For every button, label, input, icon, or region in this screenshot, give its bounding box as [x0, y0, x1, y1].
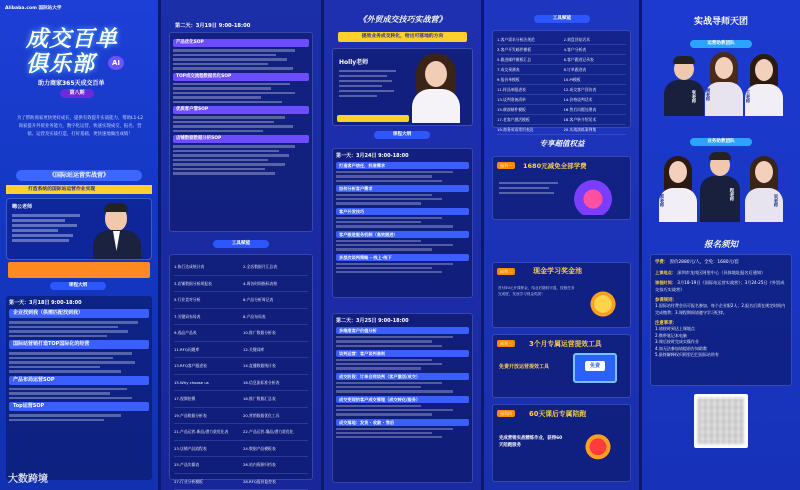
tool-item: 15.Why choose us: [174, 379, 209, 385]
benefit-2-tag: 福利二: [497, 268, 515, 275]
tool-item: 6.客户跟进记录表: [563, 57, 594, 62]
mentor-group-2: [648, 150, 794, 226]
tool-item: 24.数据产品模板表: [243, 445, 276, 451]
coin-illustration: [585, 287, 621, 321]
section-header: 成交落地：发货 · 收款 · 售后: [336, 419, 469, 426]
tool-row: [497, 55, 626, 65]
mentor-sub1: 运营助教团队: [690, 40, 752, 48]
module-1: 产品优化SOP: [173, 39, 309, 47]
tool-row: [497, 115, 626, 125]
tool-item: 16.售后问题处理表: [563, 107, 597, 112]
benefit-4-text: 60天课后专属陪跑: [529, 410, 587, 418]
location-label: 上课地点：: [655, 270, 676, 275]
benefit-1-lines: [499, 179, 565, 197]
tool-item: 17.老客户激活模板: [497, 117, 530, 122]
section-body: [336, 382, 469, 393]
tool-item: 25.产品实操表: [174, 462, 200, 467]
section-body: [336, 217, 469, 228]
benefit-4-tag: 福利四: [497, 410, 515, 417]
panel-mentors-signup: [642, 0, 800, 490]
day2b-title: 第二天：3月25日 9:00-18:00: [336, 318, 409, 324]
module-1-body: [173, 49, 309, 70]
benefit-title: 专享超值权益: [539, 139, 585, 148]
teacher-bio: [12, 212, 88, 244]
tool-row: [174, 441, 308, 458]
mentor-3-name: 王老师: [745, 90, 750, 104]
tool-row: [174, 457, 308, 474]
outline2-pill: 课程大纲: [374, 131, 430, 139]
tool-item: 19.商务英语常用表达: [497, 127, 534, 132]
teacher2-bottom: [337, 115, 409, 122]
module-3-body: [173, 116, 309, 132]
section-header: 成交阶段：订单合同谈判（客户激活/成交）: [336, 373, 469, 380]
tool-item: 21.产品运营-新品/潜力款优化表: [174, 429, 229, 434]
module-2: TOP成交流程数据优化SOP: [173, 73, 309, 81]
teacher-photo: [91, 203, 143, 259]
tool-item: 14.直播数据统计表: [243, 363, 276, 368]
tool-item: 5.跟进邮件模板汇总: [497, 57, 531, 62]
module-4-body: [173, 145, 309, 175]
benefit-3-tag: 福利三: [497, 340, 515, 347]
tool-row: [174, 424, 308, 441]
tool-row: [174, 342, 308, 359]
main-title-2: 俱乐部: [26, 52, 96, 77]
tool-item: 2.全店数据月汇总表: [243, 264, 277, 269]
tool-row: [497, 125, 626, 135]
fee-value: 原价2880元/人，全免：1680元/套: [669, 260, 739, 265]
day1b-box: [332, 148, 473, 298]
benefit-3: [492, 334, 631, 398]
sec-1: 企业找到我（供需匹配找到我）: [9, 309, 149, 318]
tool-item: 16.信息流标准分析表: [243, 379, 280, 385]
qr-code: [694, 394, 748, 448]
tool-row: [174, 391, 308, 408]
brand-logo: Alibaba.com 国际站大学: [5, 6, 62, 11]
benefit-1: [492, 156, 631, 220]
tool-item: 13.谈判准备清单: [497, 97, 526, 102]
notice-item: 3.课后按时完成实操作业: [655, 339, 699, 344]
tool-item: 12.成交客户回访表: [563, 87, 597, 92]
tool-row: [174, 408, 308, 425]
time-value: 3月18-19日《国际站运营实战营》；3月24-25日《外贸成交技巧实战营》: [655, 280, 785, 292]
tool-item: 12.关键词库: [243, 346, 265, 352]
panel-trade-camp: [324, 0, 481, 490]
tool-row: [497, 35, 626, 45]
tool-row: [174, 474, 308, 490]
tool-row: [497, 85, 626, 95]
tool-item: 18.推广数据汇总表: [243, 396, 276, 401]
fee-label: 学费：: [655, 260, 669, 265]
tool-row: [497, 45, 626, 55]
teacher2-bio: [339, 67, 401, 100]
tool-item: 15.催款邮件模板: [497, 107, 526, 112]
mentor-4: [658, 156, 698, 222]
tool-item: 20.实战演练案例集: [563, 127, 597, 132]
tool-item: 13.RFQ客户跟进表: [174, 363, 207, 368]
tool-item: 8.产品布局表: [243, 313, 266, 319]
tool-item: 8.订单跟进表: [563, 67, 587, 72]
orange-notice: [8, 262, 150, 278]
intro-text: 为了帮助商家更快更好成长，提供有效提升实战能力，帮助L1-L2商家提升外贸业务能力，数字化运营、快速实现成交，报名、营销、运营及实战打造，打好基础、更快速地做出成绩！: [16, 116, 144, 137]
tool-item: 7.关键词布局表: [174, 313, 201, 319]
benefit-1-text: 1680元减免全部学费: [523, 162, 587, 170]
panel-course-intro: [0, 0, 158, 490]
time-row: [655, 279, 787, 293]
tool-item: 27.行业分析模板: [174, 478, 203, 484]
tool-item: 18.客户转介绍话术: [563, 117, 597, 122]
tools4-title: 工具赋能: [534, 15, 590, 23]
section-body: [336, 194, 469, 205]
notice-label: 注意事项：: [655, 321, 677, 326]
section-body: [336, 359, 469, 370]
section-body: [336, 405, 469, 416]
tool-item: 2.询盘回复话术: [563, 37, 590, 42]
section-header: 多层次谈判策略 – 线上·线下: [336, 254, 469, 261]
tool-item: 20.营销数据优化工具: [243, 412, 280, 418]
section-header: 客户跟进服务机制（高效跟进）: [336, 231, 469, 238]
mentor-group-1: [648, 50, 794, 120]
course-outline-pill: 课程大纲: [50, 282, 106, 290]
edition-badge: 第八期: [60, 89, 94, 98]
camp-tag-sub: 打造系统的国际站运营作业实现: [6, 185, 152, 194]
mentor-1-name: 张老师: [691, 90, 696, 104]
tools-grid: [169, 254, 313, 484]
notice-item: 5.最终解释权归阿里巴巴国际站所有: [655, 352, 719, 357]
teacher-card: [6, 198, 152, 260]
tool-item: 11.样品单跟进表: [497, 87, 526, 92]
section-header: 成交变现的客户成交管理（成交转化/服务）: [336, 396, 469, 403]
sec-3: 产品布局运营SOP: [9, 376, 149, 385]
benefit-1-tag: 福利一: [497, 162, 515, 169]
tool-item: 5.行业竞对分析: [174, 297, 201, 302]
notice-item: 2.携带笔记本电脑: [655, 332, 687, 338]
tool-row: [497, 75, 626, 85]
benefit-2-note: 首付50元开课押金，结业后随时可退，按照任务完成度，发放学习现金奖励！: [498, 286, 575, 296]
tool-item: 28.RFQ报价监控表: [243, 478, 276, 484]
tool-row: [497, 105, 626, 115]
section-body: [336, 171, 469, 182]
rules-text: 1.国际站付费会员可报名参加，每个企业限2人；2.报名后需在规定时间内完成缴费；3.课程期间请遵守学习纪律。: [655, 303, 786, 315]
teacher-label: 嗨公老师: [12, 204, 33, 210]
main-title-1: 成交百单: [26, 27, 119, 52]
notice-list: [655, 326, 787, 359]
sec-3-body: [9, 388, 149, 400]
tool-item: 22.产品运营-爆品/潜力款优化: [243, 429, 294, 434]
mentor-title: 实战导师天团: [693, 17, 748, 27]
panel-tools-benefits: [484, 0, 639, 490]
mentor-3: [744, 54, 784, 116]
teacher2-name: Holly老师: [339, 59, 369, 66]
benefit-2-text: 现金学习奖金池: [533, 267, 582, 275]
tools-title: 工具赋能: [213, 240, 269, 248]
benefit-4: [492, 404, 631, 482]
section-header: 客户开发技巧: [336, 208, 469, 215]
mentor-2-name: 谢老师: [705, 88, 710, 102]
tool-row: [174, 309, 308, 326]
mentor-6-name: 吴老师: [773, 194, 778, 208]
notice-item: 4.如无法参加请提前告知助教: [655, 345, 707, 351]
tool-item: 19.产品数据分析表: [174, 412, 207, 418]
tool-item: 11.RFQ问题库: [174, 346, 200, 352]
camp-tag-title: 《国际站运营实战营》: [16, 170, 142, 181]
location-row: [655, 269, 787, 276]
panel-day2-tools: [161, 0, 321, 490]
tool-row: [174, 292, 308, 309]
camp2-subtitle: 提效业务成交转化，给出可落地的方向: [338, 32, 467, 42]
signup-box: [650, 254, 792, 386]
mentor-5: [700, 152, 740, 222]
tool-item: 4.客户分析表: [563, 47, 587, 52]
fee-row: [655, 259, 787, 266]
tool-item: 10.推广数据分析表: [243, 330, 276, 335]
section-body: [336, 336, 469, 347]
tool-row: [174, 325, 308, 342]
day2-title: 第二天：3月19日 9:00-18:00: [175, 23, 251, 29]
tool-item: 9.报价单模板: [497, 77, 520, 82]
tool-item: 1.执行达成统计表: [174, 264, 205, 269]
main-subtitle: 助力商家365天成交百单: [38, 80, 105, 87]
tool-item: 6.产品分析周记表: [243, 297, 274, 302]
tool-item: 10.PI模板: [563, 77, 581, 82]
section-body: [336, 428, 469, 439]
gift-illustration: [573, 175, 613, 215]
tool-row: [174, 259, 308, 276]
tool-item: 3.店铺数据分析周报表: [174, 280, 212, 286]
tool-row: [497, 95, 626, 105]
sec-4: Top运营SOP: [9, 402, 149, 411]
teacher2-photo: [408, 53, 464, 123]
mentor-6: [744, 156, 784, 222]
section-header: 多维度客户价值分析: [336, 327, 469, 334]
tool-item: 17.视频拍摄: [174, 396, 196, 401]
tool-item: 1.客户需求分析法规范: [497, 37, 535, 42]
section-body: [336, 240, 469, 251]
tool-row: [497, 65, 626, 75]
section-header: 如何分析客户需求: [336, 185, 469, 192]
benefit-4-note: 完成营销实战精炼作业，获得60天陪跑服务: [499, 436, 563, 448]
sec-4-body: [9, 414, 149, 421]
tool-item: 26.站内资源归档表: [243, 462, 276, 467]
module-2-body: [173, 83, 309, 104]
tool-item: 23.店铺产品流程表: [174, 445, 207, 451]
notice-item: 1.请按时到达上课地点: [655, 326, 695, 331]
module-3: 优质客户管SOP: [173, 106, 309, 114]
tools4-grid: [492, 30, 631, 132]
tool-item: 3.客户开发邮件模板: [497, 47, 531, 52]
giftbox-illustration: [579, 427, 617, 463]
ai-badge: AI: [108, 56, 124, 70]
signup-title: 报名须知: [703, 240, 738, 250]
footer-watermark: 大数跨境: [8, 474, 48, 485]
day1-title: 第一天：3月18日 9:00-18:00: [9, 300, 82, 306]
tool-row: [174, 375, 308, 392]
tool-row: [174, 276, 308, 293]
mentor-1: [664, 56, 704, 116]
benefit-3-text: 3个月专属运营提效工具: [529, 340, 602, 348]
teacher2-card: [332, 48, 473, 126]
day1b-title: 第一天：3月24日 9:00-18:00: [336, 153, 409, 159]
benefit-2: [492, 262, 631, 328]
day1-panel: [6, 296, 152, 480]
section-header: 谈判运营：客户谈判准则: [336, 350, 469, 357]
mentor-2: [704, 52, 744, 116]
tool-row: [174, 358, 308, 375]
day2b-box: [332, 313, 473, 483]
tool-item: 4.周各时间指标表格: [243, 280, 277, 286]
location-value: 深圳市龙岗区阿里中心（具体地址报名后通知）: [677, 270, 766, 275]
tool-item: 7.成交预测表: [497, 67, 520, 72]
mentor-4-name: 郭老师: [659, 194, 664, 208]
module-4: 店铺数据数据分析SOP: [173, 135, 309, 143]
sec-2-body: [9, 352, 149, 373]
section-header: 打造客户信任，找准需求: [336, 162, 469, 169]
mentor-sub2: 业务助教团队: [690, 138, 752, 146]
time-label: 课程时间：: [655, 280, 676, 285]
tool-item: 9.选品产品表: [174, 330, 197, 335]
benefit-3-note: 免费开放运营提效工具: [499, 364, 550, 370]
sec-2: 国际站营销打造TOP国际化的经营: [9, 340, 149, 349]
sec-1-body: [9, 321, 149, 337]
section-body: [336, 263, 469, 274]
day2-box: [169, 32, 313, 232]
free-badge: 免费: [585, 361, 605, 371]
tool-item: 14.价格谈判话术: [563, 97, 593, 102]
rules-label: 参课规则：: [655, 298, 677, 303]
camp2-title: 《外贸成交技巧实战营》: [358, 15, 447, 24]
mentor-5-name: 程老师: [729, 188, 734, 202]
